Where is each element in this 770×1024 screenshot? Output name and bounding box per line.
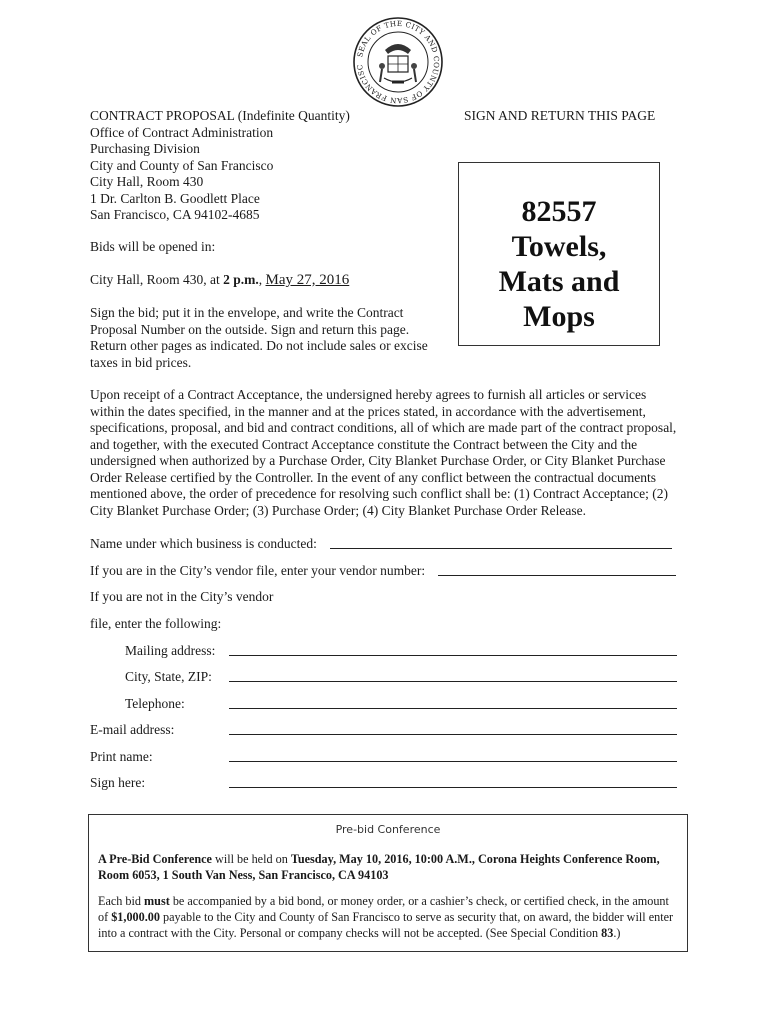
- signature-field[interactable]: [229, 787, 677, 788]
- bond-text-6: .): [613, 926, 621, 940]
- prebid-conference-box: [88, 814, 688, 952]
- bond-text-3: of: [98, 910, 112, 924]
- prebid-address: Room 6053, 1 South Van Ness, San Francisco, CA 94103: [98, 868, 389, 882]
- city-state-zip-field[interactable]: [229, 681, 677, 682]
- instruction-line-4: taxes in bid prices.: [90, 354, 192, 370]
- bid-opening-location: [90, 272, 349, 289]
- proposal-number: 82557: [521, 195, 597, 228]
- telephone-field[interactable]: [229, 708, 677, 709]
- proposal-title-line-1: Towels,: [511, 230, 607, 263]
- header-line-7: San Francisco, CA 94102-4685: [90, 207, 260, 222]
- header-line-5: City Hall, Room 430: [90, 174, 204, 189]
- mailing-address-label: Mailing address:: [125, 643, 216, 658]
- prebid-title: Pre-bid Conference: [335, 823, 441, 836]
- bond-text-1: Each bid: [98, 894, 145, 908]
- prebid-datetime-location: Tuesday, May 10, 2016, 10:00 A.M., Corona Heights Conference Room,: [290, 852, 660, 866]
- print-name-field[interactable]: [229, 761, 677, 762]
- bids-opened-label: Bids will be opened in:: [90, 239, 216, 254]
- prebid-lead: A Pre-Bid Conference: [98, 852, 212, 866]
- agreement-line-2: within the dates specified, in the manner and at the prices stated, in accordance with the advertisement,: [90, 403, 646, 419]
- special-condition-number: 83: [601, 926, 614, 940]
- bid-date: May 27, 2016: [265, 272, 350, 288]
- proposal-title-line-2: Mats and: [498, 265, 620, 298]
- instruction-line-2: Proposal Number on the outside. Sign and return this page.: [90, 321, 410, 337]
- business-name-label: Name under which business is conducted:: [90, 536, 317, 551]
- telephone-label: Telephone:: [125, 696, 185, 711]
- agreement-line-4: and together, with the executed Contract Acceptance constitute the Contract between the City and the: [90, 436, 638, 452]
- header-address-block: [90, 108, 350, 224]
- vendor-number-label: If you are in the City’s vendor file, enter your vendor number:: [90, 563, 426, 578]
- bond-text-5: into a contract with the City. Personal or company checks will not be accepted. (See Special Condition: [98, 926, 602, 940]
- instruction-line-3: Return other pages as indicated. Do not include sales or excise: [90, 338, 428, 353]
- prebid-text: will be held on: [211, 852, 291, 866]
- header-line-2: Office of Contract Administration: [90, 124, 274, 140]
- bid-instructions: [90, 305, 428, 371]
- header-line-1: CONTRACT PROPOSAL (Indefinite Quantity): [90, 108, 350, 123]
- city-seal: [352, 16, 444, 108]
- proposal-number-box: [458, 162, 660, 346]
- business-name-field[interactable]: [330, 548, 672, 549]
- bond-amount: $1,000.00: [111, 910, 160, 924]
- not-in-file-label-1: If you are not in the City’s vendor: [90, 589, 274, 604]
- bond-text-4: payable to the City and County of San Francisco to serve as security that, on award, the bidder will enter: [159, 910, 674, 924]
- header-line-4: City and County of San Francisco: [90, 157, 274, 173]
- agreement-line-3: specifications, proposal, and bid and contract conditions, all of which are made part of the contract proposal,: [90, 420, 677, 435]
- email-label: E-mail address:: [90, 722, 175, 737]
- bid-time: 2 p.m.: [223, 272, 259, 287]
- sign-here-label: Sign here:: [90, 775, 146, 790]
- agreement-paragraph: [90, 387, 676, 519]
- mailing-address-field[interactable]: [229, 655, 677, 656]
- sign-return-label: SIGN AND RETURN THIS PAGE: [464, 108, 656, 123]
- header-line-6: 1 Dr. Carlton B. Goodlett Place: [90, 190, 260, 206]
- comma: ,: [258, 272, 266, 287]
- agreement-line-7: mentioned above, the order of precedence for resolving such conflict shall be: (1) Contract Acceptance; (2): [90, 486, 669, 501]
- prebid-paragraph-2: [98, 893, 682, 941]
- city-state-zip-label: City, State, ZIP:: [125, 669, 212, 684]
- print-name-label: Print name:: [90, 749, 153, 764]
- agreement-line-8: City Blanket Purchase Order; (3) Purchase Order; (4) City Blanket Purchase Order Release.: [90, 502, 586, 518]
- proposal-title-line-3: Mops: [523, 300, 595, 333]
- location-text: City Hall, Room 430, at: [90, 272, 224, 287]
- must-emphasis: must: [144, 894, 170, 908]
- bond-text-2: be accompanied by a bid bond, or money order, or a cashier’s check, or certified check, in the amount: [169, 894, 669, 908]
- vendor-number-field[interactable]: [438, 575, 676, 576]
- not-in-file-label-2: file, enter the following:: [90, 616, 222, 631]
- header-line-3: Purchasing Division: [90, 141, 200, 156]
- seal-text: SEAL OF THE CITY AND COUNTY OF SAN FRANCISC: [354, 18, 442, 106]
- agreement-line-1: Upon receipt of a Contract Acceptance, the undersigned hereby agrees to furnish all articles or services: [90, 387, 647, 402]
- prebid-paragraph-1: [98, 851, 682, 883]
- email-field[interactable]: [229, 734, 677, 735]
- instruction-line-1: Sign the bid; put it in the envelope, and write the Contract: [90, 305, 404, 320]
- agreement-line-5: undersigned when authorized by a Purchase Order, City Blanket Purchase Order, or City Blanket Purchase: [90, 453, 666, 468]
- agreement-line-6: Order Release certified by the Controller. In the event of any conflict between the contractual documents: [90, 469, 657, 485]
